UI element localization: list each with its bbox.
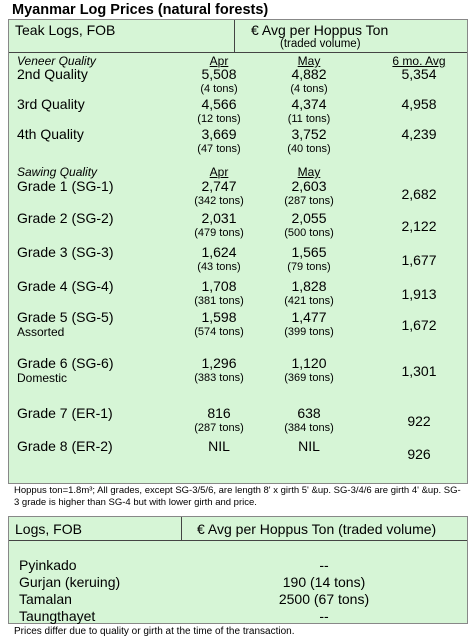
- apr-volume: (12 tons): [197, 113, 241, 125]
- header-vertical-divider: [234, 20, 235, 52]
- apr-price: 3,669: [201, 126, 237, 142]
- logs-header-label: Logs, FOB: [15, 521, 82, 537]
- apr-volume: (287 tons): [194, 422, 244, 434]
- col-apr-header: Apr: [209, 54, 229, 68]
- may-price: NIL: [298, 438, 320, 454]
- price-header-label: € Avg per Hoppus Ton: [251, 22, 389, 38]
- log-species-name: Tamalan: [19, 591, 72, 607]
- sawing-row-name: Grade 3 (SG-3): [17, 244, 114, 260]
- apr-price: 1,708: [201, 278, 237, 294]
- sawing-row-name: Grade 1 (SG-1): [17, 178, 114, 194]
- apr-volume: (383 tons): [194, 372, 244, 384]
- col-may-header: May: [297, 54, 321, 68]
- log-species-value: --: [319, 608, 329, 624]
- may-price: 1,828: [291, 278, 327, 294]
- apr-price: 2,747: [201, 178, 237, 194]
- teak-price-table: [8, 19, 468, 484]
- apr-price: 1,624: [201, 244, 237, 260]
- apr-price: NIL: [208, 438, 230, 454]
- may-price: 638: [297, 405, 321, 421]
- six-month-avg: 1,677: [401, 252, 437, 268]
- may-volume: (421 tons): [284, 295, 334, 307]
- veneer-row-name: 3rd Quality: [17, 96, 85, 112]
- log-species-value: 2500 (67 tons): [278, 591, 370, 607]
- apr-price: 5,508: [201, 66, 237, 82]
- six-month-avg: 2,122: [401, 218, 437, 234]
- sawing-row-sublabel: Assorted: [17, 325, 65, 339]
- sawing-row-name: Grade 6 (SG-6): [17, 355, 114, 371]
- sawing-row-name: Grade 5 (SG-5): [17, 309, 114, 325]
- sawing-apr-header: Apr: [209, 165, 229, 179]
- apr-volume: (479 tons): [194, 227, 244, 239]
- apr-volume: (342 tons): [194, 195, 244, 207]
- logs-price-header: € Avg per Hoppus Ton (traded volume): [197, 521, 437, 537]
- sawing-row-sublabel: Domestic: [17, 371, 68, 385]
- may-volume: (287 tons): [284, 195, 334, 207]
- teak-header-label: Teak Logs, FOB: [15, 22, 116, 38]
- six-month-avg: 1,301: [401, 363, 437, 379]
- six-month-avg: 1,672: [401, 317, 437, 333]
- apr-price: 1,296: [201, 355, 237, 371]
- apr-volume: (47 tons): [197, 143, 241, 155]
- sawing-row-name: Grade 4 (SG-4): [17, 278, 114, 294]
- log-species-name: Pyinkado: [19, 557, 77, 573]
- may-price: 2,055: [291, 210, 327, 226]
- logs-header-divider: [9, 540, 467, 541]
- apr-volume: (381 tons): [194, 295, 244, 307]
- veneer-quality-label: Veneer Quality: [17, 54, 96, 68]
- six-month-avg: 4,958: [401, 96, 437, 112]
- may-volume: (399 tons): [284, 326, 334, 338]
- apr-price: 1,598: [201, 309, 237, 325]
- may-price: 2,603: [291, 178, 327, 194]
- apr-price: 4,566: [201, 96, 237, 112]
- sawing-row-name: Grade 2 (SG-2): [17, 210, 114, 226]
- veneer-row-name: 4th Quality: [17, 126, 84, 142]
- sawing-row-name: Grade 7 (ER-1): [17, 405, 113, 421]
- apr-volume: (574 tons): [194, 326, 244, 338]
- may-price: 4,882: [291, 66, 327, 82]
- sawing-may-header: May: [297, 165, 321, 179]
- apr-volume: (43 tons): [197, 261, 241, 273]
- logs-header-vertical-divider: [181, 517, 182, 540]
- log-species-value: --: [319, 557, 329, 573]
- log-species-value: 190 (14 tons): [282, 574, 366, 590]
- six-month-avg: 5,354: [401, 66, 437, 82]
- sawing-quality-label: Sawing Quality: [17, 165, 98, 179]
- footer-note: Prices differ due to quality or girth at the time of the transaction.: [14, 626, 295, 637]
- may-price: 4,374: [291, 96, 327, 112]
- may-price: 3,752: [291, 126, 327, 142]
- six-month-avg: 2,682: [401, 186, 437, 202]
- veneer-row-name: 2nd Quality: [17, 66, 88, 82]
- apr-price: 816: [207, 405, 231, 421]
- six-month-avg: 4,239: [401, 126, 437, 142]
- may-volume: (40 tons): [287, 143, 331, 155]
- six-month-avg: 1,913: [401, 286, 437, 302]
- sawing-row-name: Grade 8 (ER-2): [17, 438, 113, 454]
- six-month-avg: 922: [407, 413, 431, 429]
- log-species-name: Taungthayet: [19, 608, 96, 624]
- may-price: 1,565: [291, 244, 327, 260]
- page-title: Myanmar Log Prices (natural forests): [12, 2, 269, 18]
- six-month-avg: 926: [407, 446, 431, 462]
- may-volume: (500 tons): [284, 227, 334, 239]
- apr-price: 2,031: [201, 210, 237, 226]
- may-volume: (11 tons): [287, 113, 331, 125]
- traded-volume-label: (traded volume): [280, 38, 361, 50]
- hoppus-note: Hoppus ton=1.8m³; All grades, except SG-3/5/6, are length 8' x girth 5' &up. SG-3/4/6 are girth 4' &up. SG-3 grade is higher than SG-4 but with lower girth and price.: [14, 485, 461, 508]
- header-divider: [9, 52, 467, 53]
- may-price: 1,120: [291, 355, 327, 371]
- logs-price-table: [8, 516, 468, 624]
- apr-volume: (4 tons): [200, 83, 238, 95]
- may-price: 1,477: [291, 309, 327, 325]
- may-volume: (369 tons): [284, 372, 334, 384]
- may-volume: (79 tons): [287, 261, 331, 273]
- may-volume: (384 tons): [284, 422, 334, 434]
- col-avg-header: 6 mo. Avg: [392, 54, 446, 68]
- log-species-name: Gurjan (keruing): [19, 574, 121, 590]
- may-volume: (4 tons): [290, 83, 328, 95]
